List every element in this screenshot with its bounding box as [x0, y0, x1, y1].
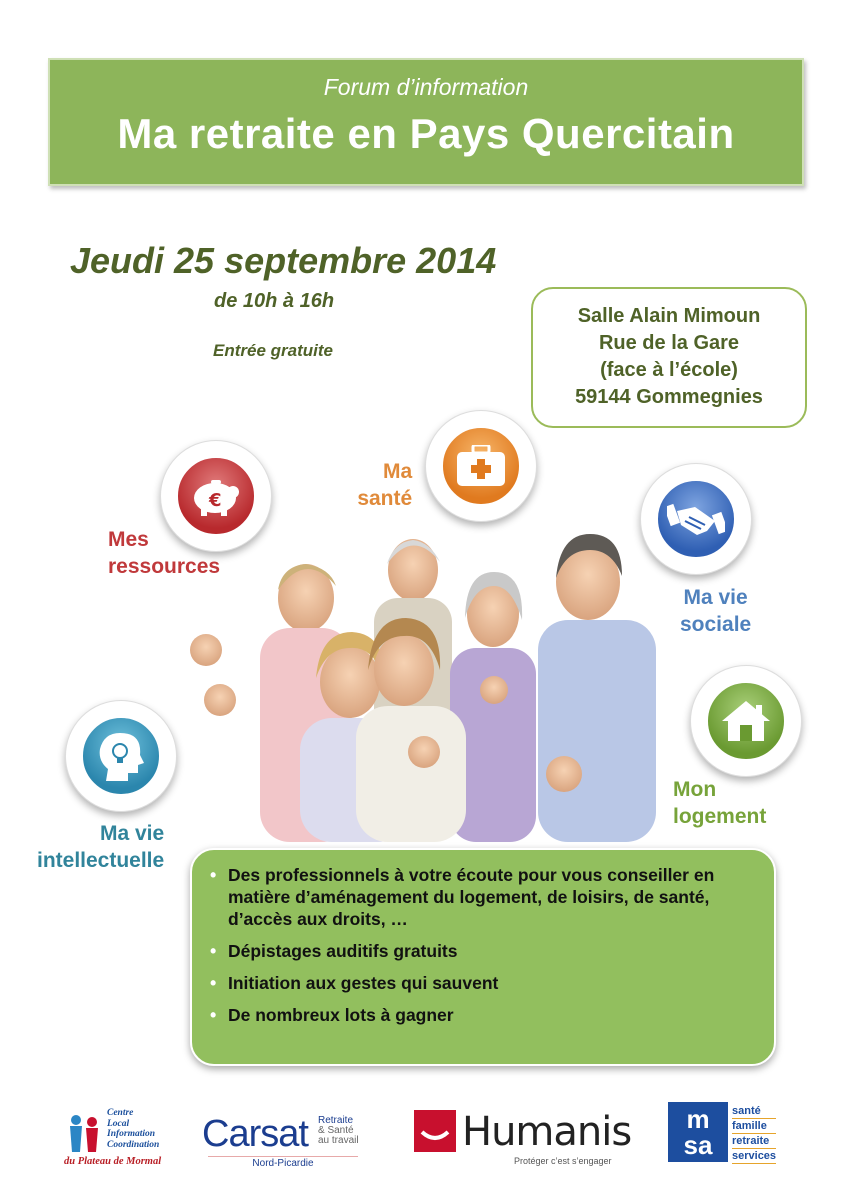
label-intellectuelle: Ma vie intellectuelle [36, 822, 165, 872]
svg-text:€: € [208, 489, 222, 511]
head-lightbulb-icon [98, 731, 144, 781]
clic-logo: Centre Local Information Coordination du Plateau de Mormal [64, 1108, 162, 1167]
msa-mark-icon: m sa [668, 1102, 728, 1162]
intellectuelle-circle [65, 700, 177, 812]
list-item: • Dépistages auditifs gratuits [206, 940, 756, 962]
sociale-circle [640, 463, 752, 575]
address-line: Salle Alain Mimoun [577, 305, 761, 327]
medical-kit-icon [455, 445, 507, 487]
address-line: (face à l’école) [600, 359, 738, 381]
seniors-group-photo [160, 520, 680, 842]
list-item: • De nombreux lots à gagner [206, 1004, 756, 1026]
piggy-bank-euro-icon [189, 476, 243, 516]
house-icon [720, 699, 772, 743]
msa-logo: m sa santé famille retraite services [668, 1102, 798, 1164]
label-sante: Ma santé [357, 460, 413, 510]
list-item: • Des professionnels à votre écoute pour vous conseiller en matière d’aménagement du logement, de loisirs, de santé, d’accès aux droits, … [206, 864, 756, 930]
address-line: 59144 Gommegnies [575, 386, 763, 408]
features-box [190, 848, 776, 1066]
label-logement: Mon logement [673, 778, 767, 828]
label-sociale: Ma vie sociale [680, 586, 752, 636]
event-hours: de 10h à 16h [214, 290, 335, 312]
list-item: • Initiation aux gestes qui sauvent [206, 972, 756, 994]
handshake-icon [667, 499, 725, 539]
humanis-mark-icon [414, 1110, 456, 1152]
logement-circle [690, 665, 802, 777]
event-entry: Entrée gratuite [213, 341, 333, 360]
label-ressources: Mes ressources [108, 528, 221, 578]
sante-circle [425, 410, 537, 522]
address-box [531, 287, 807, 428]
humanis-logo: Humanis Protéger c’est s’engager [414, 1108, 624, 1168]
header-title: Ma retraite en Pays Quercitain [117, 110, 735, 157]
event-date: Jeudi 25 septembre 2014 [70, 240, 497, 281]
carsat-logo: Carsat Retraite & Santé au travail Nord-Picardie [202, 1113, 359, 1169]
people-figures-icon [64, 1112, 104, 1152]
header-subtitle: Forum d’information [323, 74, 529, 100]
address-line: Rue de la Gare [598, 332, 740, 354]
header-banner [48, 58, 804, 186]
